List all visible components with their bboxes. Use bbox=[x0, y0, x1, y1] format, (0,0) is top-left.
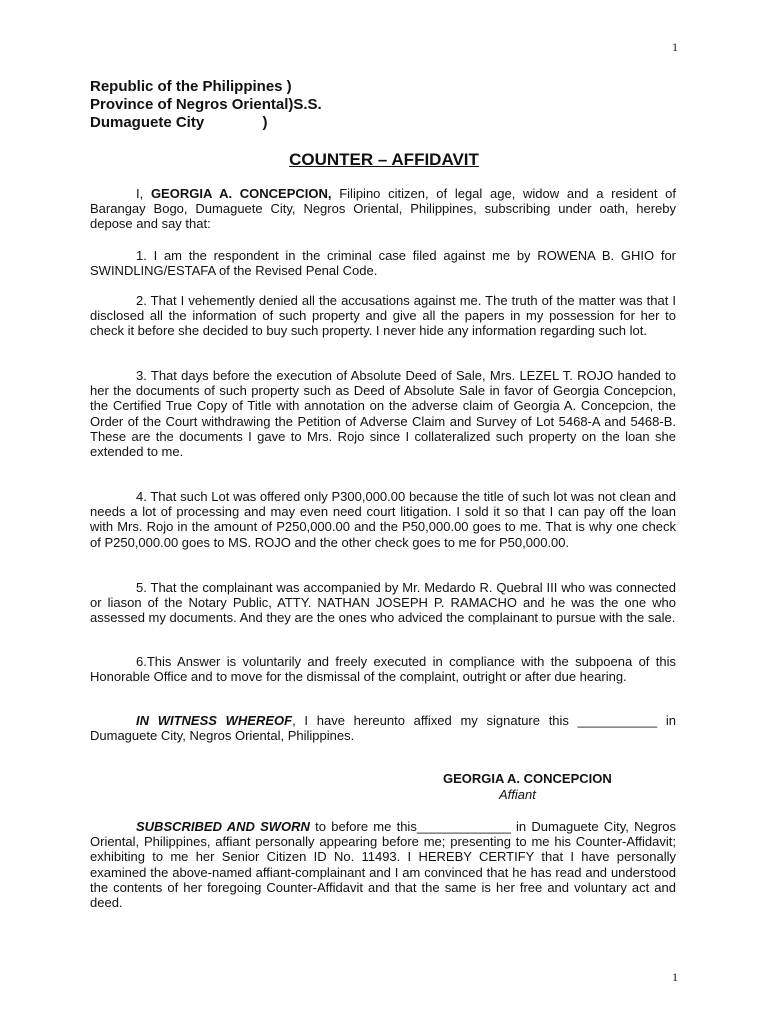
intro-paragraph bbox=[90, 186, 676, 232]
caption-province: Province of Negros Oriental)S.S. bbox=[90, 96, 322, 113]
paragraph-3 bbox=[90, 368, 676, 459]
signature-role: Affiant bbox=[499, 787, 536, 802]
witness-rest: , I have hereunto affixed my signature this ___________ in Dumaguete City, Negros Oriental, Philippines. bbox=[90, 713, 676, 744]
jurat-lead: SUBSCRIBED AND SWORN bbox=[136, 819, 310, 834]
affiant-name-inline: GEORGIA A. CONCEPCION, bbox=[150, 186, 332, 201]
signature-block bbox=[443, 771, 612, 803]
caption-city: Dumaguete City ) bbox=[90, 114, 268, 131]
paragraph-6-text: 6.This Answer is voluntarily and freely executed in compliance with the subpoena of this Honorable Office and to move for the dismissal of the complaint, outright or after due hearing. bbox=[90, 654, 676, 685]
paragraph-3-text: 3. That days before the execution of Absolute Deed of Sale, Mrs. LEZEL T. ROJO handed to her the documents of such property such as Deed of Absolute Sale in favor of Georgia Concepcion, the Certified True Copy of Title with annotation on the adverse claim of Georgia A. Concepcion, the Order of the Court withdrawing the Petition of Adverse Claim and Survey of Lot 5468-A and 5468-B. These are the documents I gave to Mrs. Rojo since I collateralized such property on the loan she extended to me. bbox=[90, 368, 676, 460]
caption-republic: Republic of the Philippines ) bbox=[90, 78, 292, 95]
paragraph-1 bbox=[90, 248, 676, 278]
page-number-top: 1 bbox=[672, 40, 678, 54]
jurat-rest: to before me this_____________ in Dumaguete City, Negros Oriental, Philippines, affiant personally appearing before me; presenting to me his Counter-Affidavit; exhibiting to me her Senior Citizen ID No. 11493. I HEREBY CERTIFY that I have personally examined the above-named affiant-complainant and I am convinced that he has read and understood the contents of her foregoing Counter-Affidavit and that the same is her free and voluntary act and deed. bbox=[90, 819, 676, 911]
signature-name: GEORGIA A. CONCEPCION bbox=[443, 771, 612, 786]
paragraph-6 bbox=[90, 654, 676, 684]
intro-post: Filipino citizen, of legal age, widow and a resident of Barangay Bogo, Dumaguete City, Negros Oriental, Philippines, subscribing under oath, hereby depose and say that: bbox=[90, 186, 676, 232]
witness-lead: IN WITNESS WHEREOF bbox=[136, 713, 293, 728]
paragraph-5-text: 5. That the complainant was accompanied by Mr. Medardo R. Quebral III who was connected or liason of the Notary Public, ATTY. NATHAN JOSEPH P. RAMACHO and he was the one who assessed my documents. And they are the ones who adviced the complainant to pursue with the sale. bbox=[90, 580, 676, 626]
jurat-paragraph bbox=[90, 819, 676, 910]
witness-paragraph bbox=[90, 713, 676, 743]
page-number-bottom: 1 bbox=[672, 970, 678, 984]
document-title: COUNTER – AFFIDAVIT bbox=[289, 150, 479, 169]
intro-pre: I, bbox=[136, 186, 151, 201]
venue-caption bbox=[90, 78, 322, 132]
paragraph-1-text: 1. I am the respondent in the criminal case filed against me by ROWENA B. GHIO for SWINDLING/ESTAFA of the Revised Penal Code. bbox=[90, 248, 676, 279]
paragraph-2 bbox=[90, 293, 676, 339]
paragraph-2-text: 2. That I vehemently denied all the accusations against me. The truth of the matter was that I disclosed all the information of such property and give all the papers in my possession for her to check it before she decided to buy such property. I never hide any information regarding such lot. bbox=[90, 293, 676, 339]
paragraph-4-text: 4. That such Lot was offered only P300,000.00 because the title of such lot was not clean and needs a lot of processing and may even need court litigation. I sold it so that I can pay off the loan with Mrs. Rojo in the amount of P250,000.00 and the P50,000.00 goes to me. That is why one check of P250,000.00 goes to MS. ROJO and the other check goes to me for P50,000.00. bbox=[90, 489, 676, 550]
paragraph-4 bbox=[90, 489, 676, 550]
paragraph-5 bbox=[90, 580, 676, 626]
